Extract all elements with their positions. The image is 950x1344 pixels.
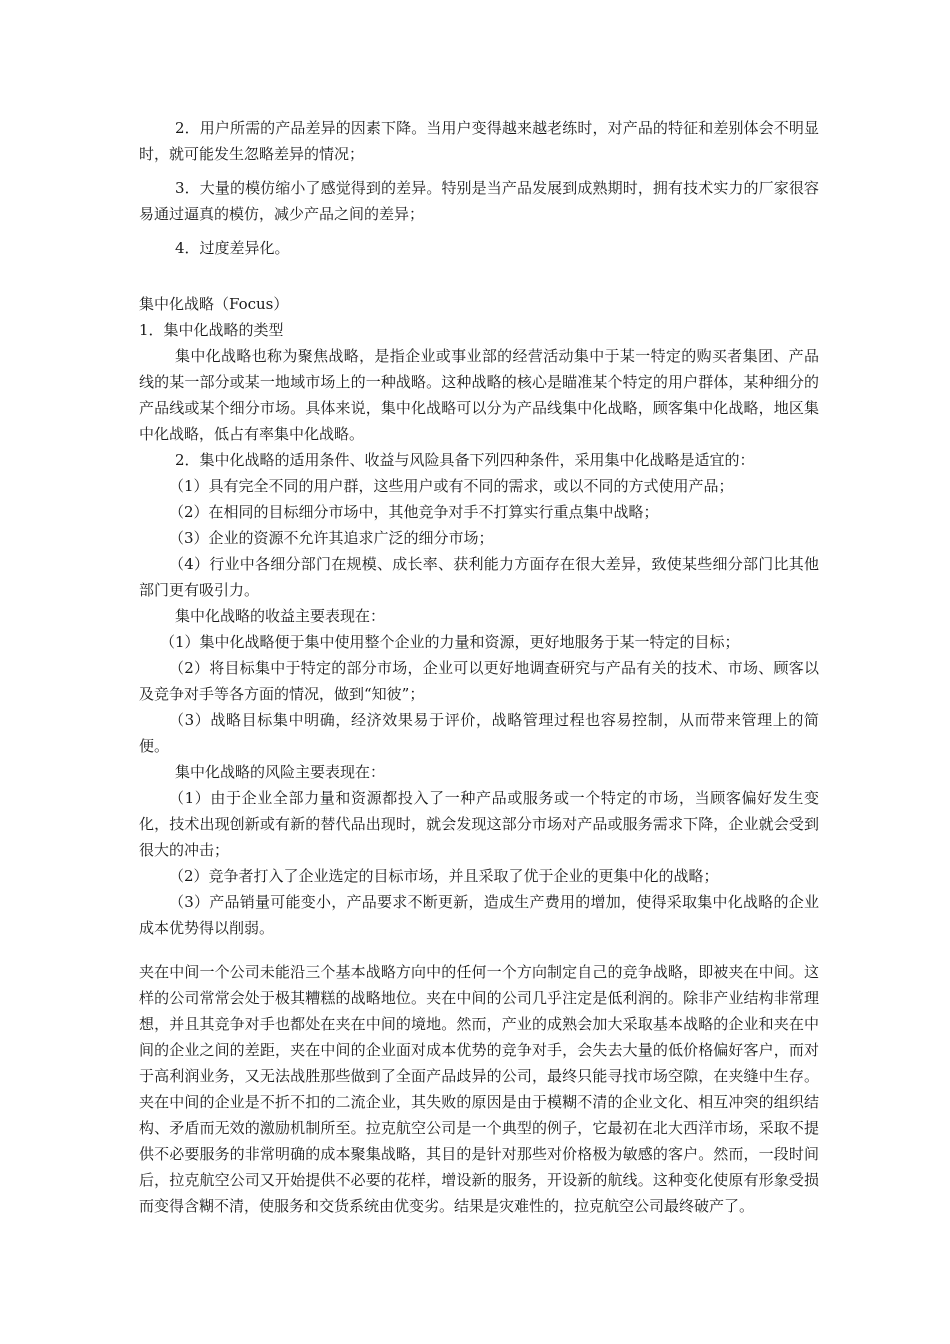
risks-intro: 集中化战略的风险主要表现在： (175, 763, 386, 781)
document-body (139, 115, 819, 1219)
spacer (139, 227, 819, 235)
paragraph-stuck-in-middle: 夹在中间一个公司未能沿三个基本战略方向中的任何一个方向制定自己的竞争战略，即被夹在中间。这样的公司常常会处于极其糟糕的战略地位。夹在中间的公司几乎注定是低利润的。除非产业结构非常理想，并且其竞争对手也都处在夹在中间的境地。然而，产业的成熟会加大采取基本战略的企业和夹在中间的企业之间的差距，夹在中间的企业面对成本优势的竞争对手，会失去大量的低价格偏好客户，而对于高利润业务，又无法战胜那些做到了全面产品歧异的公司，最终只能寻找市场空隙，在夹缝中生存。夹在中间的企业是不折不扣的二流企业，其失败的原因是由于模糊不清的企业文化、相互冲突的组织结构、矛盾而无效的激励机制所至。拉克航空公司是一个典型的例子，它最初在北大西洋市场，采取不提供不必要服务的非常明确的成本聚集战略，其目的是针对那些对价格极为敏感的客户。然而，一段时间后，拉克航空公司又开始提供不必要的花样，增设新的服务，开设新的航线。这种变化使原有形象受损而变得含糊不清，使服务和交货系统由优变劣。结果是灾难性的，拉克航空公司最终破产了。 (139, 963, 819, 1215)
benefits-intro: 集中化战略的收益主要表现在： (175, 607, 386, 625)
paragraph-focus-definition: 集中化战略也称为聚焦战略，是指企业或事业部的经营活动集中于某一特定的购买者集团、产品线的某一部分或某一地域市场上的一种战略。这种战略的核心是瞄准某个特定的用户群体，某种细分的产品线或某个细分市场。具体来说，集中化战略可以分为产品线集中化战略，顾客集中化战略，地区集中化战略，低占有率集中化战略。 (139, 347, 819, 443)
spacer (139, 167, 819, 175)
paragraph-product-difference-decline: 2．用户所需的产品差异的因素下降。当用户变得越来越老练时，对产品的特征和差别体会不明显时，就可能发生忽略差异的情况； (139, 119, 819, 163)
condition-item-1: （1）具有完全不同的用户群，这些用户或有不同的需求，或以不同的方式使用产品； (169, 477, 734, 495)
paragraph-applicable-conditions: 2．集中化战略的适用条件、收益与风险具备下列四种条件，采用集中化战略是适宜的： (175, 451, 755, 469)
benefit-item-3: （3）战略目标集中明确，经济效果易于评价，战略管理过程也容易控制，从而带来管理上的简便。 (139, 711, 819, 755)
spacer (139, 261, 819, 291)
spacer (139, 941, 819, 959)
risk-item-1: （1）由于企业全部力量和资源都投入了一种产品或服务或一个特定的市场，当顾客偏好发生变化，技术出现创新或有新的替代品出现时，就会发现这部分市场对产品或服务需求下降，企业就会受到很大的冲击； (139, 789, 819, 859)
benefit-item-1: （1）集中化战略便于集中使用整个企业的力量和资源，更好地服务于某一特定的目标； (160, 633, 740, 651)
heading-focus-strategy: 集中化战略（Focus） (139, 295, 289, 313)
paragraph-imitation: 3．大量的模仿缩小了感觉得到的差异。特别是当产品发展到成熟期时，拥有技术实力的厂家很容易通过逼真的模仿，减少产品之间的差异； (139, 179, 819, 223)
risk-item-3: （3）产品销量可能变小，产品要求不断更新，造成生产费用的增加，使得采取集中化战略的企业成本优势得以削弱。 (139, 893, 819, 937)
paragraph-over-differentiation: 4．过度差异化。 (175, 239, 290, 257)
condition-item-2: （2）在相同的目标细分市场中，其他竞争对手不打算实行重点集中战略； (169, 503, 659, 521)
condition-item-3: （3）企业的资源不允许其追求广泛的细分市场； (169, 529, 494, 547)
risk-item-2: （2）竞争者打入了企业选定的目标市场，并且采取了优于企业的更集中化的战略； (169, 867, 719, 885)
benefit-item-2: （2）将目标集中于特定的部分市场，企业可以更好地调查研究与产品有关的技术、市场、顾客以及竞争对手等各方面的情况，做到“知彼”； (139, 659, 819, 703)
condition-item-4: （4）行业中各细分部门在规模、成长率、获利能力方面存在很大差异，致使某些细分部门比其他部门更有吸引力。 (139, 555, 819, 599)
heading-focus-types: 1．集中化战略的类型 (139, 321, 284, 339)
